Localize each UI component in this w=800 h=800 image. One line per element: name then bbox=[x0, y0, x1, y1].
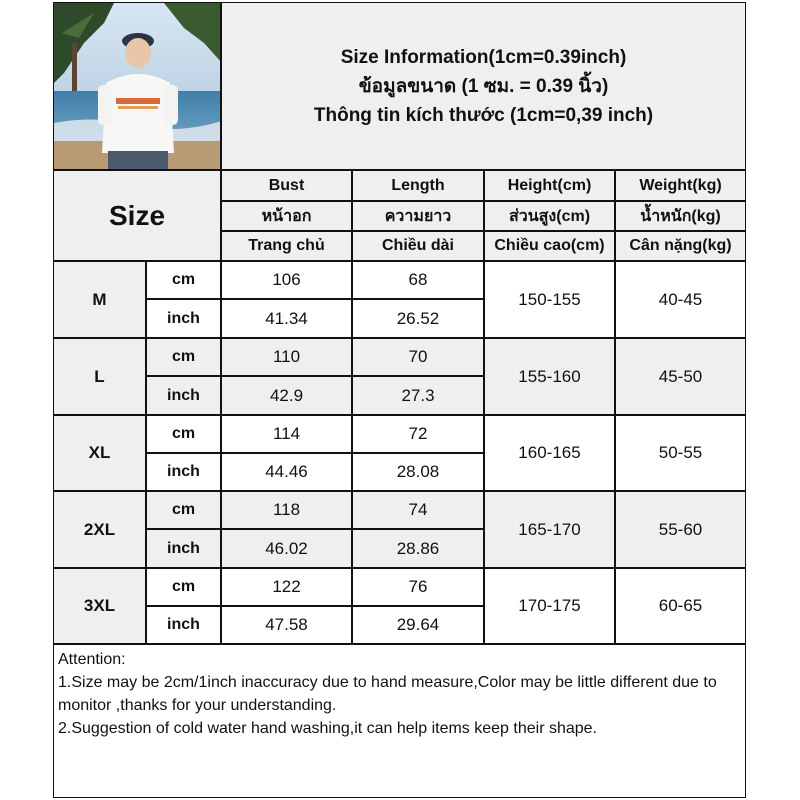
bust-inch: 44.46 bbox=[221, 453, 352, 491]
bust-header-th: หน้าอก bbox=[221, 201, 352, 231]
length-inch: 29.64 bbox=[352, 606, 484, 644]
size-header: Size bbox=[53, 170, 221, 261]
height-header-en: Height(cm) bbox=[484, 170, 615, 201]
title-panel bbox=[221, 2, 746, 170]
height-range: 160-165 bbox=[484, 415, 615, 491]
note-item: 1.Size may be 2cm/1inch inaccuracy due to hand measure,Color may be little different due to monitor ,thanks for your understanding. bbox=[58, 674, 717, 714]
bust-cm: 118 bbox=[221, 491, 352, 529]
length-cm: 74 bbox=[352, 491, 484, 529]
size-label: M bbox=[53, 261, 146, 338]
length-header-th: ความยาว bbox=[352, 201, 484, 231]
unit-cm: cm bbox=[146, 415, 221, 453]
bust-inch: 46.02 bbox=[221, 529, 352, 568]
bust-inch: 41.34 bbox=[221, 299, 352, 338]
unit-inch: inch bbox=[146, 376, 221, 415]
height-range: 170-175 bbox=[484, 568, 615, 644]
weight-range: 55-60 bbox=[615, 491, 746, 568]
length-cm: 68 bbox=[352, 261, 484, 299]
title-vietnamese: Thông tin kích thước (1cm=0,39 inch) bbox=[313, 104, 654, 126]
size-label: 3XL bbox=[53, 568, 146, 644]
title-thai: ข้อมูลขนาด (1 ซม. = 0.39 นิ้ว) bbox=[358, 75, 609, 97]
weight-range: 60-65 bbox=[615, 568, 746, 644]
notes-heading: Attention: bbox=[58, 651, 126, 668]
length-cm: 70 bbox=[352, 338, 484, 376]
bust-cm: 106 bbox=[221, 261, 352, 299]
unit-inch: inch bbox=[146, 453, 221, 491]
size-label: XL bbox=[53, 415, 146, 491]
weight-header-en: Weight(kg) bbox=[615, 170, 746, 201]
weight-range: 40-45 bbox=[615, 261, 746, 338]
length-cm: 72 bbox=[352, 415, 484, 453]
note-item: 2.Suggestion of cold water hand washing,it can help items keep their shape. bbox=[58, 720, 597, 737]
unit-cm: cm bbox=[146, 491, 221, 529]
bust-inch: 42.9 bbox=[221, 376, 352, 415]
weight-header-vi: Cân nặng(kg) bbox=[615, 231, 746, 261]
height-header-vi: Chiều cao(cm) bbox=[484, 231, 615, 261]
model-photo-icon bbox=[54, 3, 221, 170]
height-header-th: ส่วนสูง(cm) bbox=[484, 201, 615, 231]
height-range: 150-155 bbox=[484, 261, 615, 338]
unit-cm: cm bbox=[146, 568, 221, 606]
length-inch: 26.52 bbox=[352, 299, 484, 338]
bust-header-vi: Trang chủ bbox=[221, 231, 352, 261]
bust-cm: 122 bbox=[221, 568, 352, 606]
size-chart bbox=[53, 2, 746, 798]
unit-inch: inch bbox=[146, 606, 221, 644]
height-range: 155-160 bbox=[484, 338, 615, 415]
title-english: Size Information(1cm=0.39inch) bbox=[340, 46, 627, 68]
size-label: 2XL bbox=[53, 491, 146, 568]
unit-cm: cm bbox=[146, 261, 221, 299]
length-cm: 76 bbox=[352, 568, 484, 606]
weight-range: 50-55 bbox=[615, 415, 746, 491]
unit-cm: cm bbox=[146, 338, 221, 376]
bust-cm: 110 bbox=[221, 338, 352, 376]
unit-inch: inch bbox=[146, 529, 221, 568]
length-inch: 28.08 bbox=[352, 453, 484, 491]
bust-header-en: Bust bbox=[221, 170, 352, 201]
bust-cm: 114 bbox=[221, 415, 352, 453]
length-header-en: Length bbox=[352, 170, 484, 201]
size-label: L bbox=[53, 338, 146, 415]
unit-inch: inch bbox=[146, 299, 221, 338]
model-photo bbox=[53, 2, 221, 170]
attention-notes bbox=[53, 644, 746, 798]
bust-inch: 47.58 bbox=[221, 606, 352, 644]
height-range: 165-170 bbox=[484, 491, 615, 568]
length-inch: 27.3 bbox=[352, 376, 484, 415]
length-header-vi: Chiều dài bbox=[352, 231, 484, 261]
weight-range: 45-50 bbox=[615, 338, 746, 415]
weight-header-th: น้ำหนัก(kg) bbox=[615, 201, 746, 231]
length-inch: 28.86 bbox=[352, 529, 484, 568]
